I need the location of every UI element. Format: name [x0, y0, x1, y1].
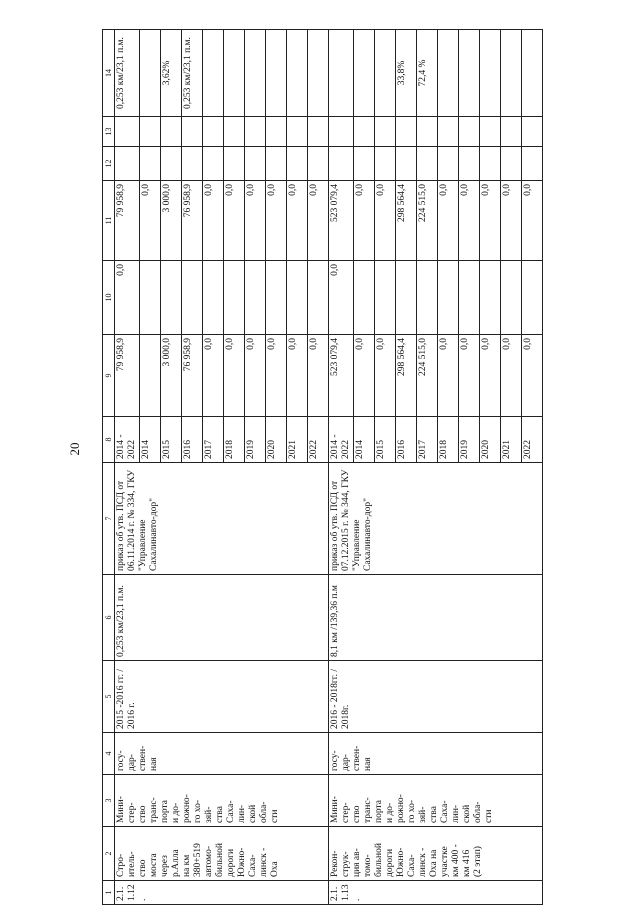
capacity-cell: 8,1 км /139,36 п.м — [329, 575, 543, 661]
value-cell-c10 — [522, 261, 543, 335]
value-cell-c10 — [501, 261, 522, 335]
value-cell-c12 — [375, 147, 396, 181]
value-cell-c13 — [375, 117, 396, 147]
value-cell-c10 — [287, 261, 308, 335]
col-header: 6 — [103, 575, 115, 661]
value-cell-total — [140, 335, 161, 417]
value-cell-c11: 523 079,4 — [329, 181, 354, 261]
value-cell-total: 523 079,4 — [329, 335, 354, 417]
value-cell-c12 — [501, 147, 522, 181]
value-cell-c13 — [203, 117, 224, 147]
result-cell — [438, 30, 459, 117]
value-cell-c10: 0,0 — [115, 261, 140, 335]
year-cell: 2015 — [161, 417, 182, 463]
value-cell-c11: 0,0 — [308, 181, 329, 261]
col-header: 7 — [103, 463, 115, 575]
result-cell — [266, 30, 287, 117]
value-cell-total: 0,0 — [522, 335, 543, 417]
project-number-cell: 2.1. 1.12 . — [115, 881, 329, 905]
value-cell-c12 — [266, 147, 287, 181]
customer-cell: Мини- стер- ство транс- порта и до- рожно- го хо- зяй- ства Саха- лин- ской обла- сти — [115, 775, 329, 827]
value-cell-c12 — [115, 147, 140, 181]
col-header: 13 — [103, 117, 115, 147]
value-cell-c11: 0,0 — [480, 181, 501, 261]
value-cell-c13 — [287, 117, 308, 147]
value-cell-c10 — [354, 261, 375, 335]
result-cell — [354, 30, 375, 117]
col-header: 8 — [103, 417, 115, 463]
value-cell-c12 — [308, 147, 329, 181]
value-cell-c11: 0,0 — [266, 181, 287, 261]
col-header: 4 — [103, 733, 115, 775]
value-cell-c11: 0,0 — [438, 181, 459, 261]
value-cell-c13 — [329, 117, 354, 147]
col-header: 9 — [103, 335, 115, 417]
period-cell: 2016 - 2018гг. / 2018г. — [329, 661, 543, 733]
value-cell-c10 — [266, 261, 287, 335]
result-cell — [329, 30, 354, 117]
value-cell-c12 — [329, 147, 354, 181]
col-header: 10 — [103, 261, 115, 335]
value-cell-c11: 0,0 — [354, 181, 375, 261]
year-cell: 2022 — [522, 417, 543, 463]
value-cell-c10 — [459, 261, 480, 335]
page-number: 20 — [67, 442, 82, 456]
result-cell — [140, 30, 161, 117]
value-cell-total: 0,0 — [438, 335, 459, 417]
year-cell: 2019 — [459, 417, 480, 463]
basis-cell: приказ об утв. ПСД от 06.11.2014 г. № 334, ГКУ "Управление Сахалинавто-дор" — [115, 463, 329, 575]
year-cell: 2017 — [417, 417, 438, 463]
year-cell: 2022 — [308, 417, 329, 463]
year-cell: 2017 — [203, 417, 224, 463]
value-cell-c12 — [480, 147, 501, 181]
value-cell-c12 — [459, 147, 480, 181]
value-cell-c11: 0,0 — [203, 181, 224, 261]
ownership-cell: госу- дар- ствен- ная — [115, 733, 329, 775]
result-cell: 0,253 км/23,1 п.м. — [115, 30, 140, 117]
column-number-row — [103, 30, 115, 905]
value-cell-c12 — [522, 147, 543, 181]
value-cell-c13 — [308, 117, 329, 147]
value-cell-c12 — [161, 147, 182, 181]
result-cell — [245, 30, 266, 117]
col-header: 3 — [103, 775, 115, 827]
value-cell-total: 3 000,0 — [161, 335, 182, 417]
project-number-cell: 2.1. 1.13 . — [329, 881, 543, 905]
ownership-cell: госу- дар- ствен- ная — [329, 733, 543, 775]
value-cell-c11: 0,0 — [140, 181, 161, 261]
year-cell: 2014 - 2022 — [115, 417, 140, 463]
value-cell-c11: 224 515,0 — [417, 181, 438, 261]
col-header: 5 — [103, 661, 115, 733]
project-name-cell: Рекон- струк- ция ав- томо- бильной дороги Южно- Саха- линск - Оха на участке км 400 - км 416 (2 этап) — [329, 827, 543, 881]
value-cell-c11: 0,0 — [375, 181, 396, 261]
value-cell-c12 — [417, 147, 438, 181]
year-cell: 2019 — [245, 417, 266, 463]
year-cell: 2020 — [480, 417, 501, 463]
col-header: 1 — [103, 881, 115, 905]
year-cell: 2018 — [224, 417, 245, 463]
result-cell: 72,4 % — [417, 30, 438, 117]
table-viewport — [102, 30, 533, 905]
value-cell-c13 — [438, 117, 459, 147]
value-cell-c12 — [203, 147, 224, 181]
value-cell-total: 0,0 — [308, 335, 329, 417]
value-cell-total: 0,0 — [224, 335, 245, 417]
value-cell-c13 — [266, 117, 287, 147]
value-cell-c13 — [182, 117, 203, 147]
value-cell-c12 — [396, 147, 417, 181]
value-cell-c11: 0,0 — [501, 181, 522, 261]
value-cell-total: 298 564,4 — [396, 335, 417, 417]
value-cell-c10 — [245, 261, 266, 335]
value-cell-total: 0,0 — [245, 335, 266, 417]
value-cell-total: 0,0 — [375, 335, 396, 417]
value-cell-c10 — [182, 261, 203, 335]
period-cell: 2015 -2016 гг. / 2016 г. — [115, 661, 329, 733]
value-cell-c10 — [417, 261, 438, 335]
result-cell — [459, 30, 480, 117]
value-cell-c11: 76 958,9 — [182, 181, 203, 261]
value-cell-total: 0,0 — [459, 335, 480, 417]
value-cell-c13 — [354, 117, 375, 147]
value-cell-c13 — [115, 117, 140, 147]
col-header: 2 — [103, 827, 115, 881]
value-cell-c10 — [203, 261, 224, 335]
value-cell-c12 — [287, 147, 308, 181]
value-cell-c13 — [417, 117, 438, 147]
value-cell-c10 — [224, 261, 245, 335]
value-cell-c13 — [161, 117, 182, 147]
value-cell-c10 — [308, 261, 329, 335]
value-cell-total: 0,0 — [266, 335, 287, 417]
capacity-cell: 0,253 км/23,1 п.м. — [115, 575, 329, 661]
year-cell: 2016 — [182, 417, 203, 463]
value-cell-c10 — [396, 261, 417, 335]
value-cell-c13 — [224, 117, 245, 147]
value-cell-c13 — [501, 117, 522, 147]
year-cell: 2015 — [375, 417, 396, 463]
year-cell: 2021 — [501, 417, 522, 463]
col-header: 11 — [103, 181, 115, 261]
value-cell-c13 — [396, 117, 417, 147]
value-cell-c11: 3 000,0 — [161, 181, 182, 261]
year-cell: 2020 — [266, 417, 287, 463]
value-cell-c11: 0,0 — [522, 181, 543, 261]
result-cell — [287, 30, 308, 117]
value-cell-c11: 0,0 — [224, 181, 245, 261]
value-cell-c12 — [438, 147, 459, 181]
value-cell-c10 — [161, 261, 182, 335]
value-cell-c13 — [459, 117, 480, 147]
value-cell-c13 — [245, 117, 266, 147]
value-cell-total: 0,0 — [354, 335, 375, 417]
value-cell-c11: 298 564,4 — [396, 181, 417, 261]
value-cell-c11: 79 958,9 — [115, 181, 140, 261]
result-cell — [203, 30, 224, 117]
value-cell-total: 79 958,9 — [115, 335, 140, 417]
value-cell-c12 — [140, 147, 161, 181]
value-cell-total: 0,0 — [203, 335, 224, 417]
value-cell-total: 0,0 — [287, 335, 308, 417]
value-cell-c10: 0,0 — [329, 261, 354, 335]
result-cell: 33,8% — [396, 30, 417, 117]
value-cell-c13 — [140, 117, 161, 147]
value-cell-c12 — [245, 147, 266, 181]
result-cell — [308, 30, 329, 117]
value-cell-c10 — [438, 261, 459, 335]
result-cell: 3,62% — [161, 30, 182, 117]
investment-table — [102, 29, 543, 905]
value-cell-c12 — [224, 147, 245, 181]
table-row — [115, 30, 140, 905]
value-cell-c10 — [140, 261, 161, 335]
year-cell: 2014 — [354, 417, 375, 463]
result-cell: 0,253 км/23,1 п.м. — [182, 30, 203, 117]
value-cell-c11: 0,0 — [459, 181, 480, 261]
result-cell — [480, 30, 501, 117]
year-cell: 2018 — [438, 417, 459, 463]
value-cell-c11: 0,0 — [287, 181, 308, 261]
value-cell-c11: 0,0 — [245, 181, 266, 261]
rotated-table-container — [102, 30, 533, 905]
year-cell: 2014 — [140, 417, 161, 463]
value-cell-total: 0,0 — [480, 335, 501, 417]
result-cell — [522, 30, 543, 117]
basis-cell: приказ об утв. ПСД от 07.12.2015 г. № 344, ГКУ "Управление Сахалинавто-дор" — [329, 463, 543, 575]
value-cell-total: 224 515,0 — [417, 335, 438, 417]
value-cell-c10 — [375, 261, 396, 335]
result-cell — [501, 30, 522, 117]
year-cell: 2014 - 2022 — [329, 417, 354, 463]
value-cell-c12 — [354, 147, 375, 181]
value-cell-c13 — [522, 117, 543, 147]
value-cell-c13 — [480, 117, 501, 147]
result-cell — [224, 30, 245, 117]
customer-cell: Мини- стер- ство транс- порта и до- рожно- го хо- зяй- ства Саха- лин- ской обла- сти — [329, 775, 543, 827]
table-row — [329, 30, 354, 905]
project-name-cell: Стро- итель- ство моста через р.Алла на км 380+519 автомо- бильной дороги Южно- Саха- линск - Оха — [115, 827, 329, 881]
col-header: 12 — [103, 147, 115, 181]
value-cell-c12 — [182, 147, 203, 181]
year-cell: 2016 — [396, 417, 417, 463]
value-cell-total: 0,0 — [501, 335, 522, 417]
year-cell: 2021 — [287, 417, 308, 463]
result-cell — [375, 30, 396, 117]
col-header: 14 — [103, 30, 115, 117]
value-cell-total: 76 958,9 — [182, 335, 203, 417]
value-cell-c10 — [480, 261, 501, 335]
